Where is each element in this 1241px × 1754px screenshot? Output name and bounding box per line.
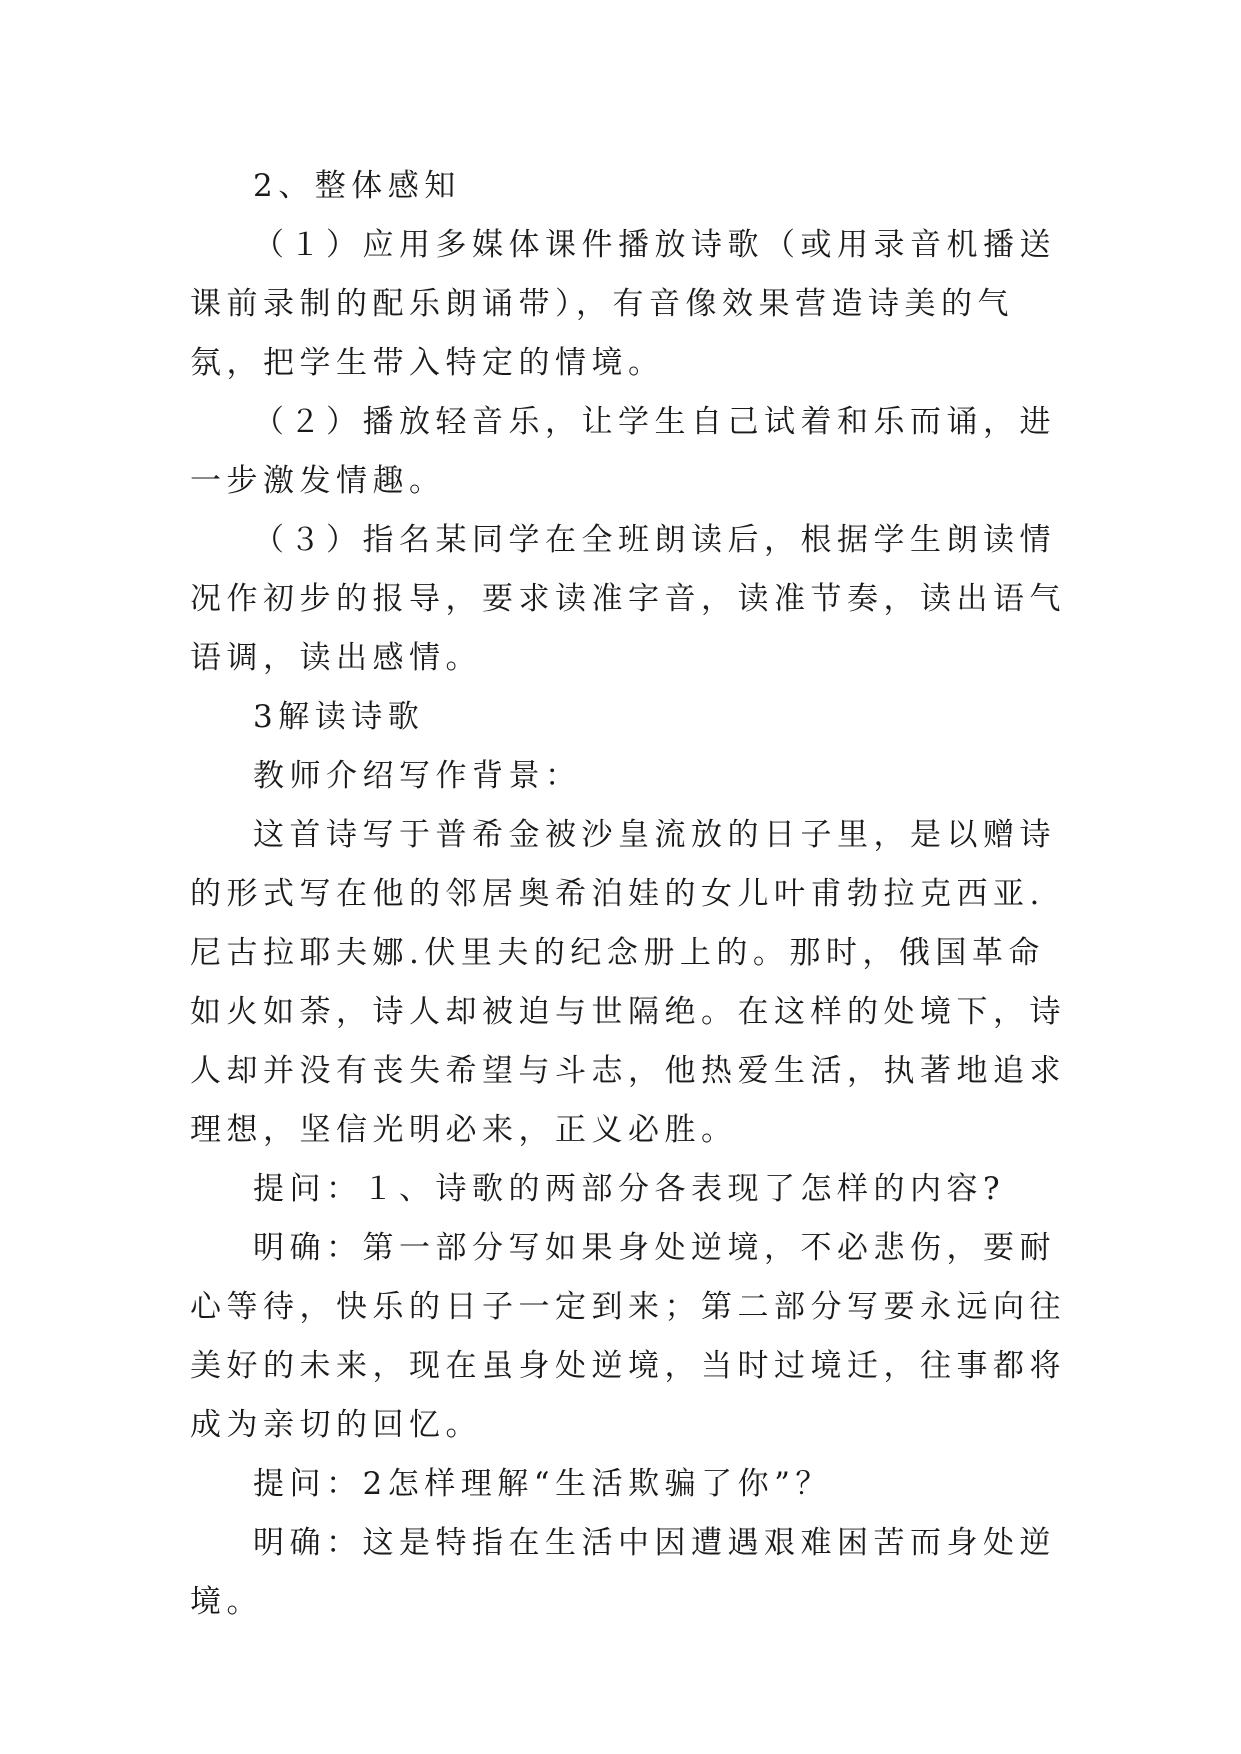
paragraph-question-2: 提问：2怎样理解“生活欺骗了你”？	[253, 1466, 832, 1502]
paragraph-question-1: 提问：１、诗歌的两部分各表现了怎样的内容?	[253, 1171, 1006, 1207]
section-heading-poem-analysis: 3解读诗歌	[253, 699, 425, 735]
paragraph-answer-1: 明确：第一部分写如果身处逆境，不必悲伤，要耐心等待，快乐的日子一定到来；第二部分写要永远向往美好的未来，现在虽身处逆境，当时过境迁，往事都将成为亲切的回忆。	[190, 1230, 1066, 1443]
paragraph-step-3: （３）指名某同学在全班朗读后，根据学生朗读情况作初步的报导，要求读准字音，读准节奏，读出语气语调，读出感情。	[190, 522, 1066, 676]
paragraph-background-intro: 教师介绍写作背景：	[253, 758, 582, 794]
section-heading-overall-perception: 2、整体感知	[253, 168, 461, 204]
paragraph-step-1: （１）应用多媒体课件播放诗歌（或用录音机播送课前录制的配乐朗诵带），有音像效果营造诗美的气氛，把学生带入特定的情境。	[190, 227, 1056, 381]
paragraph-step-2: （２）播放轻音乐，让学生自己试着和乐而诵，进一步激发情趣。	[190, 404, 1056, 499]
paragraph-answer-2: 明确：这是特指在生活中因遭遇艰难困苦而身处逆境。	[190, 1525, 1056, 1620]
document-body	[190, 157, 1070, 1632]
paragraph-background-text: 这首诗写于普希金被沙皇流放的日子里，是以赠诗的形式写在他的邻居奥希泊娃的女儿叶甫勃拉克西亚.尼古拉耶夫娜.伏里夫的纪念册上的。那时，俄国革命如火如荼，诗人却被迫与世隔绝。在这样的处境下，诗人却并没有丧失希望与斗志，他热爱生活，执著地追求理想，坚信光明必来，正义必胜。	[190, 817, 1066, 1148]
